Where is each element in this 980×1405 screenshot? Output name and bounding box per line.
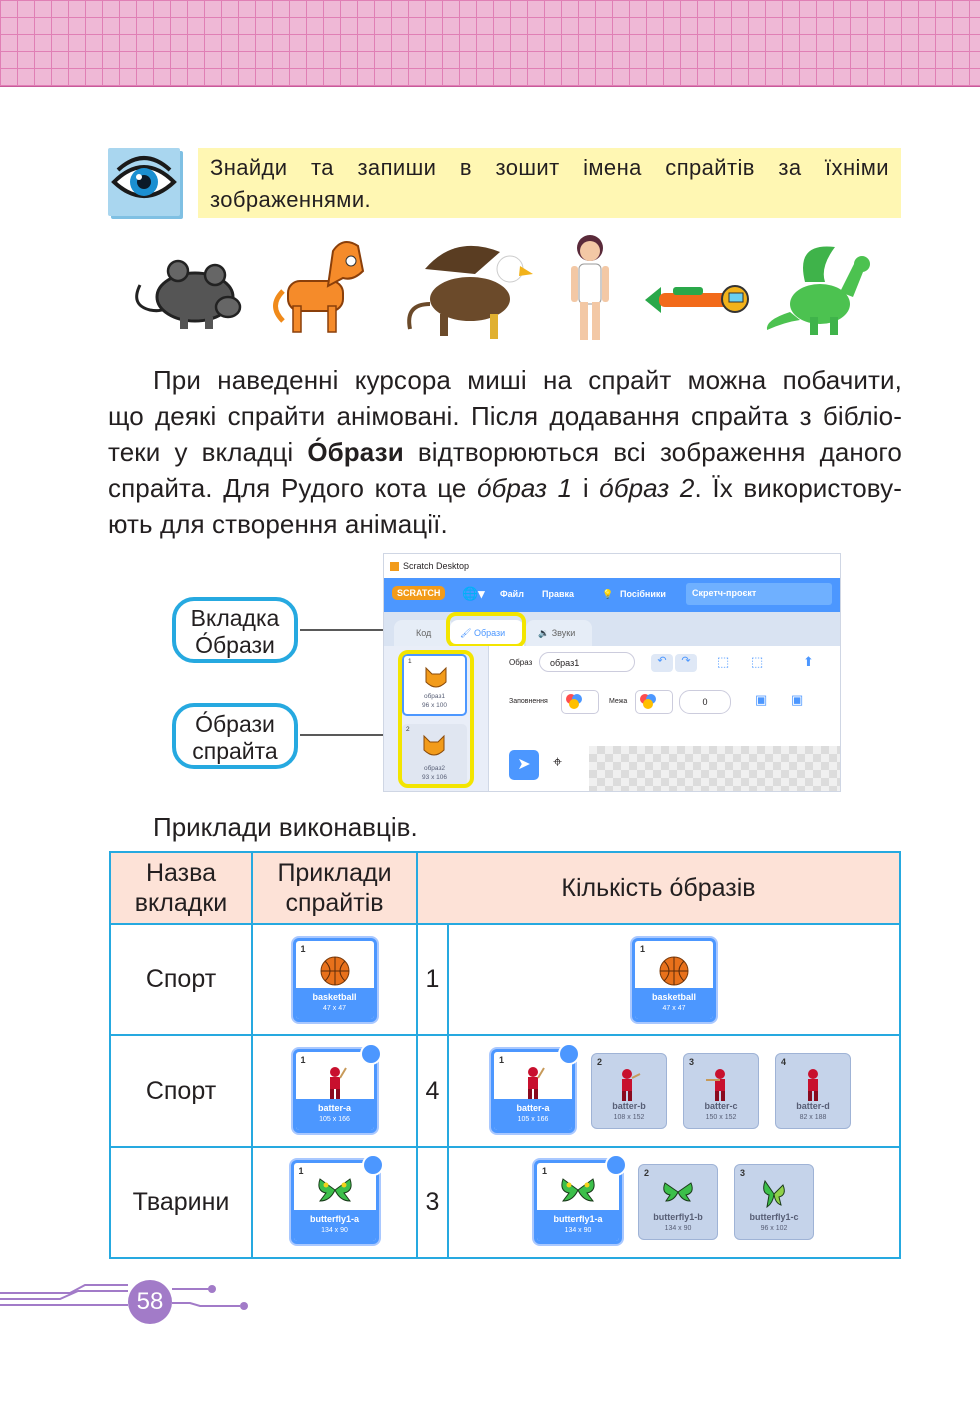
butterfly-icon <box>561 1177 595 1203</box>
delete-icon[interactable] <box>558 1043 580 1065</box>
count-cell: 4 <box>417 1035 448 1146</box>
category-cell: Спорт <box>110 1035 252 1146</box>
delete-icon[interactable] <box>360 1043 382 1065</box>
highlight-tab-ring <box>446 612 526 648</box>
costume-tile[interactable]: 3 butterfly1-c 96 x 102 <box>734 1164 814 1240</box>
ungroup-icon[interactable]: ⬚ <box>751 654 764 669</box>
sprite-cell <box>252 924 417 1035</box>
bulb-icon[interactable]: 💡 <box>602 589 614 599</box>
para-line: теки у вкладці О́брази відтворюються всі зображення даного <box>108 437 902 467</box>
batter-icon <box>323 1066 347 1100</box>
para-line: При наведенні курсора миші на спрайт можна побачити, <box>153 365 902 395</box>
costume-tile[interactable]: 2 образ2 93 x 106 <box>402 724 467 786</box>
butterfly-icon <box>318 1177 352 1203</box>
diver-icon <box>643 275 753 320</box>
tab-code[interactable]: Код <box>394 620 454 646</box>
griffin-icon <box>405 234 535 344</box>
costumes-cell <box>448 1035 900 1146</box>
menu-file[interactable]: Файл <box>500 589 524 599</box>
paint-editor: Образ образ1 ↶ ↷ ⬚ ⬚ ⬆ Заповнення Межа 0 ▣ ▣ ➤ ⌖ <box>489 646 840 791</box>
menu-edit[interactable]: Правка <box>542 589 575 599</box>
tab-sounds[interactable]: 🔉 Звуки <box>526 620 592 646</box>
sprites-row <box>125 230 885 345</box>
scratch-screenshot <box>383 553 841 792</box>
costume-tile[interactable]: 2 butterfly1-b 134 x 90 <box>638 1164 718 1240</box>
examples-table <box>109 851 901 1259</box>
costume-tile[interactable]: 1 butterfly1-a 134 x 90 <box>534 1160 622 1244</box>
outline-color-picker[interactable] <box>635 690 673 714</box>
batter-icon <box>617 1068 641 1102</box>
sprite-cell <box>252 1147 417 1258</box>
basketball-icon <box>658 955 690 987</box>
pony-icon <box>273 236 368 336</box>
costumes-cell <box>448 1147 900 1258</box>
delete-icon[interactable] <box>362 1154 384 1176</box>
paste-icon[interactable]: ▣ <box>791 692 804 707</box>
speaker-icon: 🔉 <box>538 628 550 638</box>
count-cell: 3 <box>417 1147 448 1258</box>
category-cell: Спорт <box>110 924 252 1035</box>
costume-tile[interactable]: 2 batter-b 108 x 152 <box>591 1053 667 1129</box>
costume-tile[interactable]: 1 batter-a 105 x 166 <box>491 1049 575 1133</box>
forward-icon[interactable]: ⬆ <box>803 654 814 669</box>
dragon-icon <box>765 242 875 337</box>
table-caption: Приклади виконавців. <box>153 812 418 842</box>
costumes-cell <box>448 924 900 1035</box>
batter-icon <box>521 1066 545 1100</box>
project-name-input[interactable]: Скретч-проєкт <box>686 583 832 605</box>
header-tab-name: Назва вкладки <box>110 852 252 924</box>
batter-icon <box>706 1068 736 1102</box>
para-line: що деякі спрайти анімовані. Після додавання спрайта з бібліо- <box>108 401 902 431</box>
undo-icon[interactable]: ↶ <box>651 654 673 672</box>
body-paragraph <box>108 362 902 542</box>
para-line: ють для створення анімації. <box>108 509 448 539</box>
select-tool-icon[interactable]: ➤ <box>509 750 539 780</box>
callout-sprite-costumes: О́брази спрайта <box>172 703 298 769</box>
window-titlebar <box>384 554 840 578</box>
app-icon <box>390 562 399 571</box>
page-number: 58 <box>128 1280 172 1324</box>
tab-costumes[interactable]: 🖌 Образи <box>450 620 524 646</box>
header-costume-count: Кількість о́бразів <box>417 852 900 924</box>
costume-tile[interactable]: 4 batter-d 82 x 188 <box>775 1053 851 1129</box>
sprite-tile[interactable]: 1 batter-a 105 x 166 <box>293 1049 377 1133</box>
para-line: спрайта. Для Рудого кота це о́браз 1 і о́браз 2. Їх використову- <box>108 473 903 503</box>
butterfly-icon <box>661 1179 695 1205</box>
costume-tile[interactable]: 3 batter-c 150 x 152 <box>683 1053 759 1129</box>
window-title: Scratch Desktop <box>403 561 470 571</box>
costume-tile[interactable]: 1 образ1 96 x 100 <box>402 654 467 716</box>
top-grid-band <box>0 0 980 87</box>
fill-color-picker[interactable] <box>561 690 599 714</box>
task-text: Знайди та запиши в зошит імена спрайтів за їхніми зображеннями. <box>198 148 901 218</box>
costume-tile[interactable]: 1 basketball 47 x 47 <box>632 938 716 1022</box>
count-cell: 1 <box>417 924 448 1035</box>
sprite-tile[interactable]: 1 basketball 47 x 47 <box>293 938 377 1022</box>
butterfly-icon <box>761 1179 787 1209</box>
scratch-logo[interactable]: SCRATCH <box>392 586 445 600</box>
outline-width-input[interactable]: 0 <box>679 690 731 714</box>
group-icon[interactable]: ⬚ <box>717 654 730 669</box>
sprite-cell <box>252 1035 417 1146</box>
category-cell: Тварини <box>110 1147 252 1258</box>
basketball-icon <box>319 955 351 987</box>
reshape-tool-icon[interactable]: ⌖ <box>553 754 563 771</box>
table-row <box>110 1035 900 1146</box>
table-row <box>110 1147 900 1258</box>
menu-tutorials[interactable]: Посібники <box>620 589 666 599</box>
table-row <box>110 924 900 1035</box>
bold-term: О́брази <box>307 437 404 467</box>
eye-icon <box>108 148 180 216</box>
copy-icon[interactable]: ▣ <box>755 692 768 707</box>
canvas-area[interactable] <box>589 746 840 791</box>
redo-icon[interactable]: ↷ <box>675 654 697 672</box>
delete-icon[interactable] <box>605 1154 627 1176</box>
mouse-icon <box>130 255 245 330</box>
brush-icon: 🖌 <box>460 628 472 638</box>
costume-name-input[interactable]: образ1 <box>539 652 635 672</box>
batter-icon <box>803 1068 823 1102</box>
header-sprites: Приклади спрайтів <box>252 852 417 924</box>
girl-icon <box>565 232 615 344</box>
callout-costumes-tab: Вкладка О́брази <box>172 597 298 663</box>
sprite-tile[interactable]: 1 butterfly1-a 134 x 90 <box>291 1160 379 1244</box>
globe-icon[interactable]: 🌐▾ <box>462 586 485 601</box>
menu-bar <box>384 578 840 612</box>
highlight-costumes-ring <box>398 650 474 788</box>
